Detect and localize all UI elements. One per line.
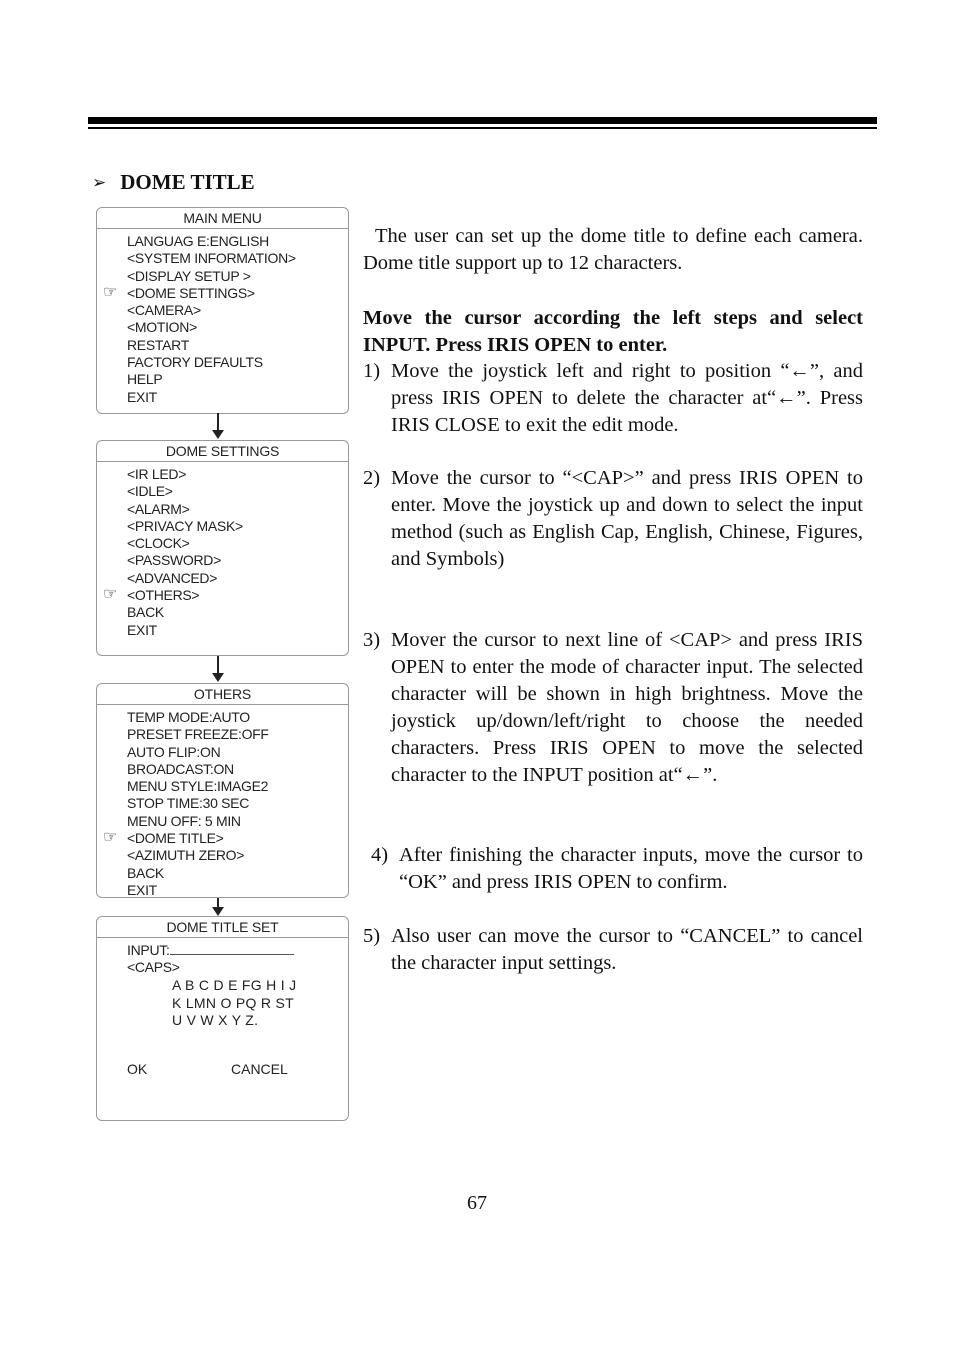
- menu-item-exit[interactable]: EXIT: [127, 881, 157, 898]
- down-arrow-icon: [217, 898, 219, 914]
- menu-item-menu-off[interactable]: MENU OFF: 5 MIN: [127, 812, 241, 829]
- menu-title: OTHERS: [97, 684, 348, 705]
- menu-item-back[interactable]: BACK: [127, 604, 164, 621]
- menu-item-motion[interactable]: <MOTION>: [127, 319, 197, 336]
- arrow-bullet-icon: ➢: [92, 172, 107, 192]
- menu-item-exit[interactable]: EXIT: [127, 388, 157, 405]
- menu-item-broadcast[interactable]: BROADCAST:ON: [127, 760, 234, 777]
- input-field[interactable]: [170, 942, 294, 955]
- menu-title: DOME SETTINGS: [97, 441, 348, 462]
- menu-item-system-information[interactable]: <SYSTEM INFORMATION>: [127, 250, 296, 267]
- step-4: [371, 842, 863, 896]
- step-number: 5): [363, 925, 381, 947]
- others-menu-box: [96, 683, 349, 898]
- menu-item-advanced[interactable]: <ADVANCED>: [127, 569, 218, 586]
- dome-title-set-menu-box: [96, 916, 349, 1121]
- char-row[interactable]: K LMN O PQ R ST: [172, 994, 294, 1011]
- menu-item-language[interactable]: LANGUAG E:ENGLISH: [127, 233, 269, 249]
- hand-pointer-icon: ☞: [103, 586, 118, 604]
- cancel-button[interactable]: CANCEL: [231, 1061, 288, 1077]
- step-number: 1): [363, 360, 381, 382]
- menu-item-idle[interactable]: <IDLE>: [127, 483, 173, 500]
- instruction-bold: [363, 305, 863, 359]
- step-1: [363, 358, 863, 439]
- header-rule-thick: [88, 117, 877, 124]
- menu-item-dome-title[interactable]: [103, 829, 348, 847]
- page-number: 67: [467, 1192, 487, 1214]
- step-text: Move the cursor to “<CAP>” and press IRIS OPEN to enter. Move the joystick up and down to select the input method (such as English Cap, English, Chinese, Figures, and Symbols): [391, 467, 863, 570]
- step-text: After finishing the character inputs, move the cursor to “OK” and press IRIS OPEN to confirm.: [399, 844, 863, 893]
- menu-item-azimuth-zero[interactable]: <AZIMUTH ZERO>: [127, 847, 245, 864]
- dome-settings-menu-box: [96, 440, 349, 656]
- step-text: Mover the cursor to next line of <CAP> and press IRIS OPEN to enter the mode of character input. The selected character will be shown in high brightness. Move the joystick up/down/left/right to choose the needed characters. Press IRIS OPEN to move the selected character to the INPUT position at“←”.: [391, 629, 863, 786]
- down-arrow-icon: [217, 413, 219, 437]
- menu-item-camera[interactable]: <CAMERA>: [127, 302, 201, 319]
- menu-item-back[interactable]: BACK: [127, 864, 164, 881]
- hand-pointer-icon: ☞: [103, 283, 118, 301]
- step-number: 2): [363, 467, 381, 489]
- menu-item-label: <DOME SETTINGS>: [127, 284, 255, 301]
- menu-item-alarm[interactable]: <ALARM>: [127, 500, 190, 517]
- header-rule-thin: [88, 127, 877, 129]
- menu-item-stop-time[interactable]: STOP TIME:30 SEC: [127, 795, 250, 812]
- step-number: 4): [371, 844, 389, 866]
- down-arrow-icon: [217, 656, 219, 680]
- char-row[interactable]: A B C D E FG H I J: [172, 977, 297, 993]
- menu-item-clock[interactable]: <CLOCK>: [127, 535, 190, 552]
- step-number: 3): [363, 629, 381, 651]
- menu-title: DOME TITLE SET: [97, 917, 348, 938]
- menu-item-restart[interactable]: RESTART: [127, 336, 189, 353]
- menu-item-menu-style[interactable]: MENU STYLE:IMAGE2: [127, 778, 269, 795]
- input-row[interactable]: [127, 942, 348, 959]
- menu-item-privacy-mask[interactable]: <PRIVACY MASK>: [127, 517, 243, 534]
- menu-title: MAIN MENU: [97, 208, 348, 229]
- caps-selector[interactable]: <CAPS>: [127, 959, 180, 976]
- menu-item-dome-settings[interactable]: [103, 283, 348, 302]
- menu-item-help[interactable]: HELP: [127, 371, 163, 388]
- section-title: DOME TITLE: [120, 170, 255, 194]
- step-text: Move the joystick left and right to position “←”, and press IRIS OPEN to delete the character at“←”. Press IRIS CLOSE to exit the edit mode.: [391, 360, 863, 436]
- menu-item-label: <DOME TITLE>: [127, 830, 224, 847]
- menu-item-exit[interactable]: EXIT: [127, 621, 157, 638]
- menu-item-ir-led[interactable]: <IR LED>: [127, 466, 187, 482]
- bold-text: Move the cursor according the left steps and select INPUT. Press IRIS OPEN to enter.: [363, 307, 863, 356]
- main-menu-box: [96, 207, 349, 414]
- char-row[interactable]: U V W X Y Z.: [172, 1012, 259, 1028]
- menu-item-others[interactable]: [103, 586, 348, 604]
- hand-pointer-icon: ☞: [103, 829, 118, 847]
- step-5: [363, 923, 863, 977]
- input-label: INPUT:: [127, 942, 170, 958]
- section-heading: [92, 170, 255, 195]
- menu-item-preset-freeze[interactable]: PRESET FREEZE:OFF: [127, 726, 269, 743]
- menu-item-auto-flip[interactable]: AUTO FLIP:ON: [127, 743, 221, 760]
- intro-text: The user can set up the dome title to define each camera. Dome title support up to 12 characters.: [363, 225, 863, 274]
- menu-item-password[interactable]: <PASSWORD>: [127, 552, 221, 569]
- step-2: [363, 465, 863, 573]
- menu-item-temp-mode[interactable]: TEMP MODE:AUTO: [127, 709, 250, 725]
- menu-item-label: <OTHERS>: [127, 587, 200, 604]
- step-text: Also user can move the cursor to “CANCEL” to cancel the character input settings.: [391, 925, 863, 974]
- step-3: [363, 627, 863, 789]
- menu-item-factory-defaults[interactable]: FACTORY DEFAULTS: [127, 354, 263, 371]
- intro-paragraph: [363, 223, 863, 277]
- ok-button[interactable]: OK: [127, 1061, 148, 1077]
- menu-item-display-setup[interactable]: <DISPLAY SETUP >: [127, 267, 251, 284]
